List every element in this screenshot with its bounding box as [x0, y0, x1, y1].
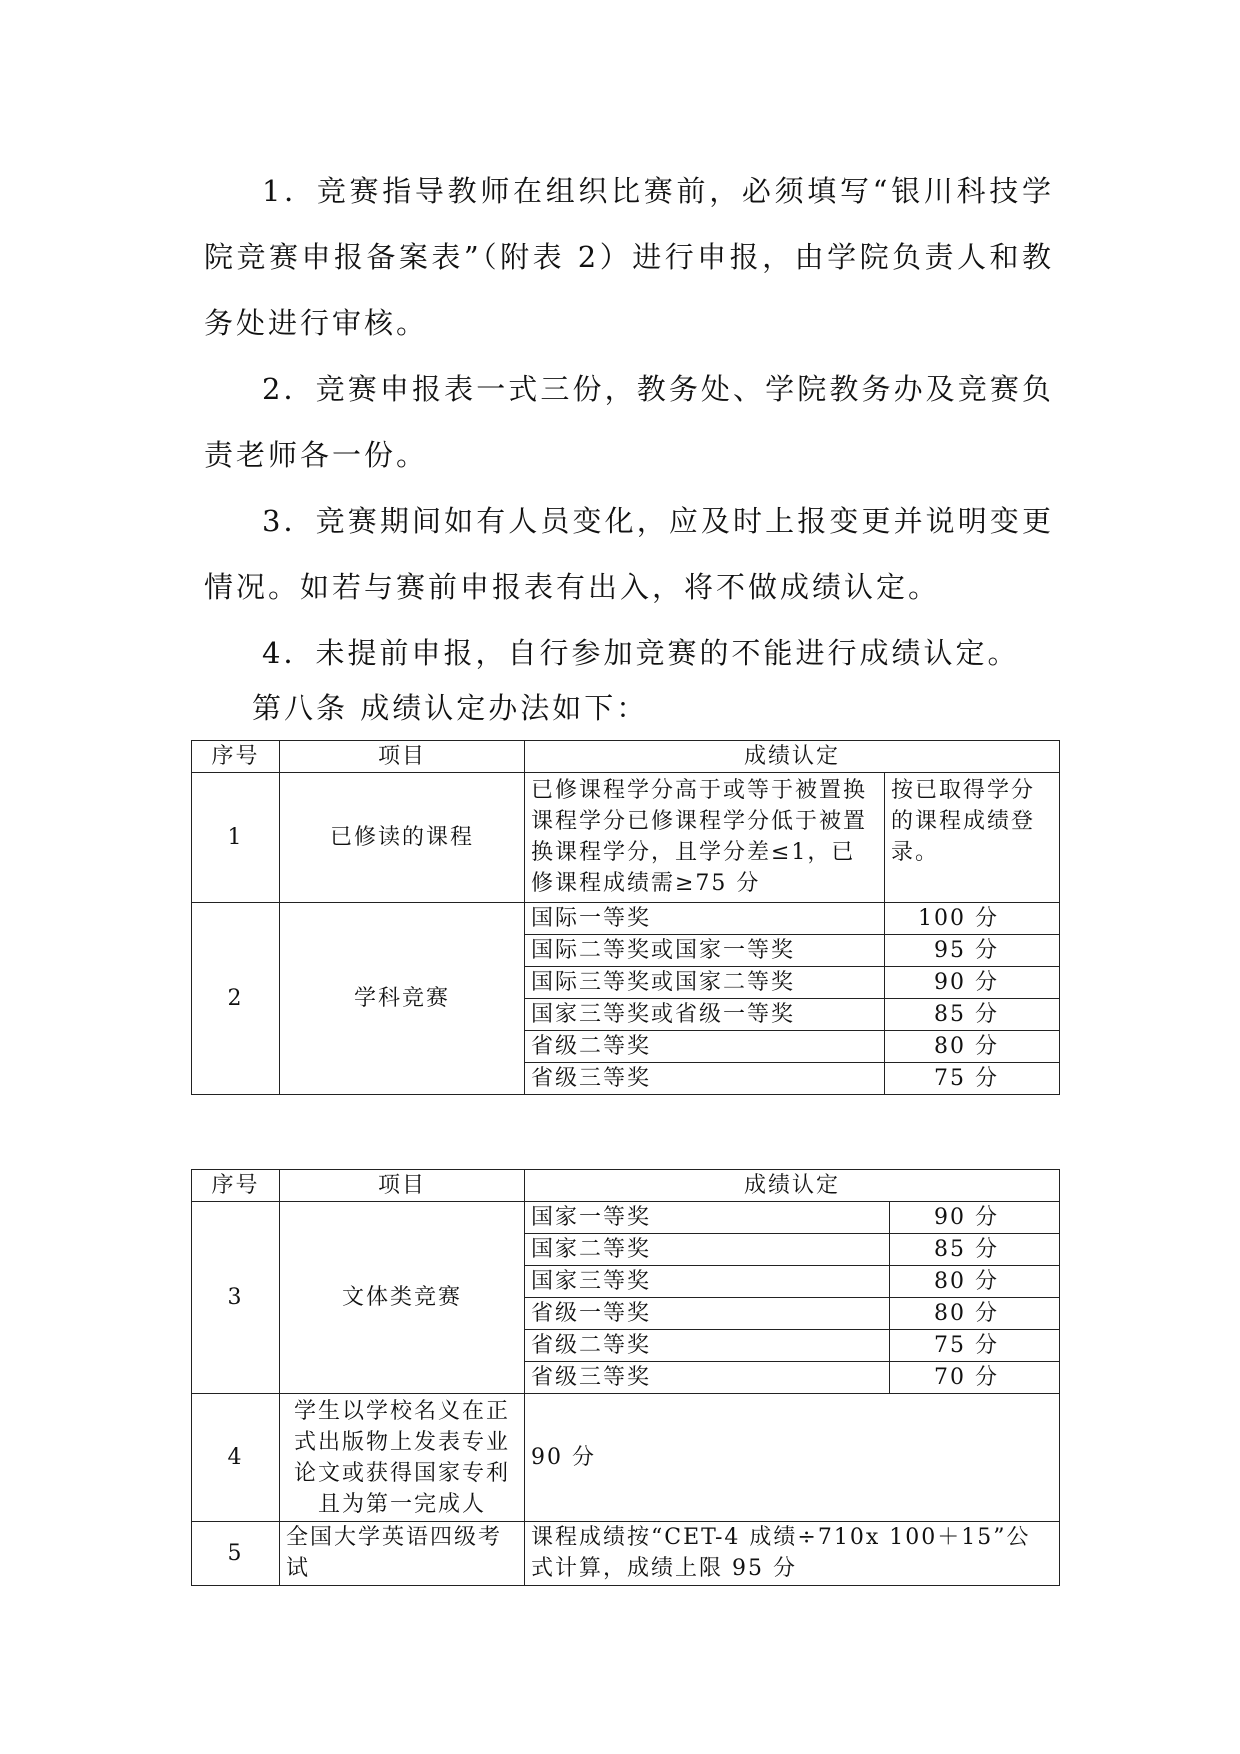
award-level: 国家二等奖	[525, 1234, 890, 1266]
award-score: 100 分	[885, 903, 1060, 935]
row-number: 3	[192, 1202, 280, 1394]
table-row	[192, 1394, 1060, 1522]
paragraph-3: 3．竞赛期间如有人员变化，应及时上报变更并说明变更情况。如若与赛前申报表有出入，将不做成绩认定。	[204, 504, 1054, 604]
award-level: 省级二等奖	[525, 1031, 885, 1063]
award-level: 省级三等奖	[525, 1063, 885, 1095]
header-result: 成绩认定	[525, 741, 1060, 773]
row-item: 全国大学英语四级考试	[280, 1522, 525, 1586]
award-level: 国家一等奖	[525, 1202, 890, 1234]
award-score: 80 分	[890, 1266, 1060, 1298]
row-item: 已修读的课程	[280, 773, 525, 903]
award-score: 85 分	[890, 1234, 1060, 1266]
paragraph-1: 1．竞赛指导教师在组织比赛前，必须填写“银川科技学院竞赛申报备案表”（附表 2）进行申报，由学院负责人和教务处进行审核。	[204, 174, 1054, 340]
header-result: 成绩认定	[525, 1170, 1060, 1202]
award-level: 省级一等奖	[525, 1298, 890, 1330]
award-score: 85 分	[885, 999, 1060, 1031]
table-header	[192, 741, 1060, 773]
header-item: 项目	[280, 1170, 525, 1202]
row-number: 4	[192, 1394, 280, 1522]
row-item: 学科竞赛	[280, 903, 525, 1095]
header-number: 序号	[192, 1170, 280, 1202]
grade-table-1	[191, 740, 1060, 1095]
table-row	[192, 1202, 1060, 1234]
row-result: 按已取得学分的课程成绩登录。	[885, 773, 1060, 903]
award-score: 75 分	[890, 1330, 1060, 1362]
award-score: 80 分	[890, 1298, 1060, 1330]
paragraph-2: 2．竞赛申报表一式三份，教务处、学院教务办及竞赛负责老师各一份。	[204, 372, 1054, 472]
award-score: 80 分	[885, 1031, 1060, 1063]
table-row	[192, 773, 1060, 903]
award-level: 国家三等奖	[525, 1266, 890, 1298]
header-number: 序号	[192, 741, 280, 773]
award-score: 90 分	[890, 1202, 1060, 1234]
grade-table-2	[191, 1169, 1060, 1586]
table-row	[192, 903, 1060, 935]
award-level: 国际一等奖	[525, 903, 885, 935]
award-score: 95 分	[885, 935, 1060, 967]
award-level: 国际三等奖或国家二等奖	[525, 967, 885, 999]
table-row	[192, 1522, 1060, 1586]
paragraph-4: 4．未提前申报，自行参加竞赛的不能进行成绩认定。	[262, 636, 1020, 670]
row-number: 1	[192, 773, 280, 903]
award-level: 国家三等奖或省级一等奖	[525, 999, 885, 1031]
award-score: 90 分	[885, 967, 1060, 999]
award-score: 75 分	[885, 1063, 1060, 1095]
award-score: 70 分	[890, 1362, 1060, 1394]
row-item: 文体类竞赛	[280, 1202, 525, 1394]
award-level: 省级三等奖	[525, 1362, 890, 1394]
award-level: 省级二等奖	[525, 1330, 890, 1362]
row-item: 学生以学校名义在正式出版物上发表专业论文或获得国家专利且为第一完成人	[280, 1394, 525, 1522]
award-level: 国际二等奖或国家一等奖	[525, 935, 885, 967]
row-number: 2	[192, 903, 280, 1095]
header-item: 项目	[280, 741, 525, 773]
section-heading: 第八条 成绩认定办法如下：	[252, 691, 649, 725]
row-result: 90 分	[525, 1394, 1060, 1522]
body-paragraphs	[204, 158, 1054, 686]
row-number: 5	[192, 1522, 280, 1586]
row-condition: 已修课程学分高于或等于被置换课程学分已修课程学分低于被置换课程学分，且学分差≤1，已修课程成绩需≥75 分	[525, 773, 885, 903]
row-result: 课程成绩按“CET-4 成绩÷710x 100＋15”公式计算，成绩上限 95 分	[525, 1522, 1060, 1586]
table-header	[192, 1170, 1060, 1202]
